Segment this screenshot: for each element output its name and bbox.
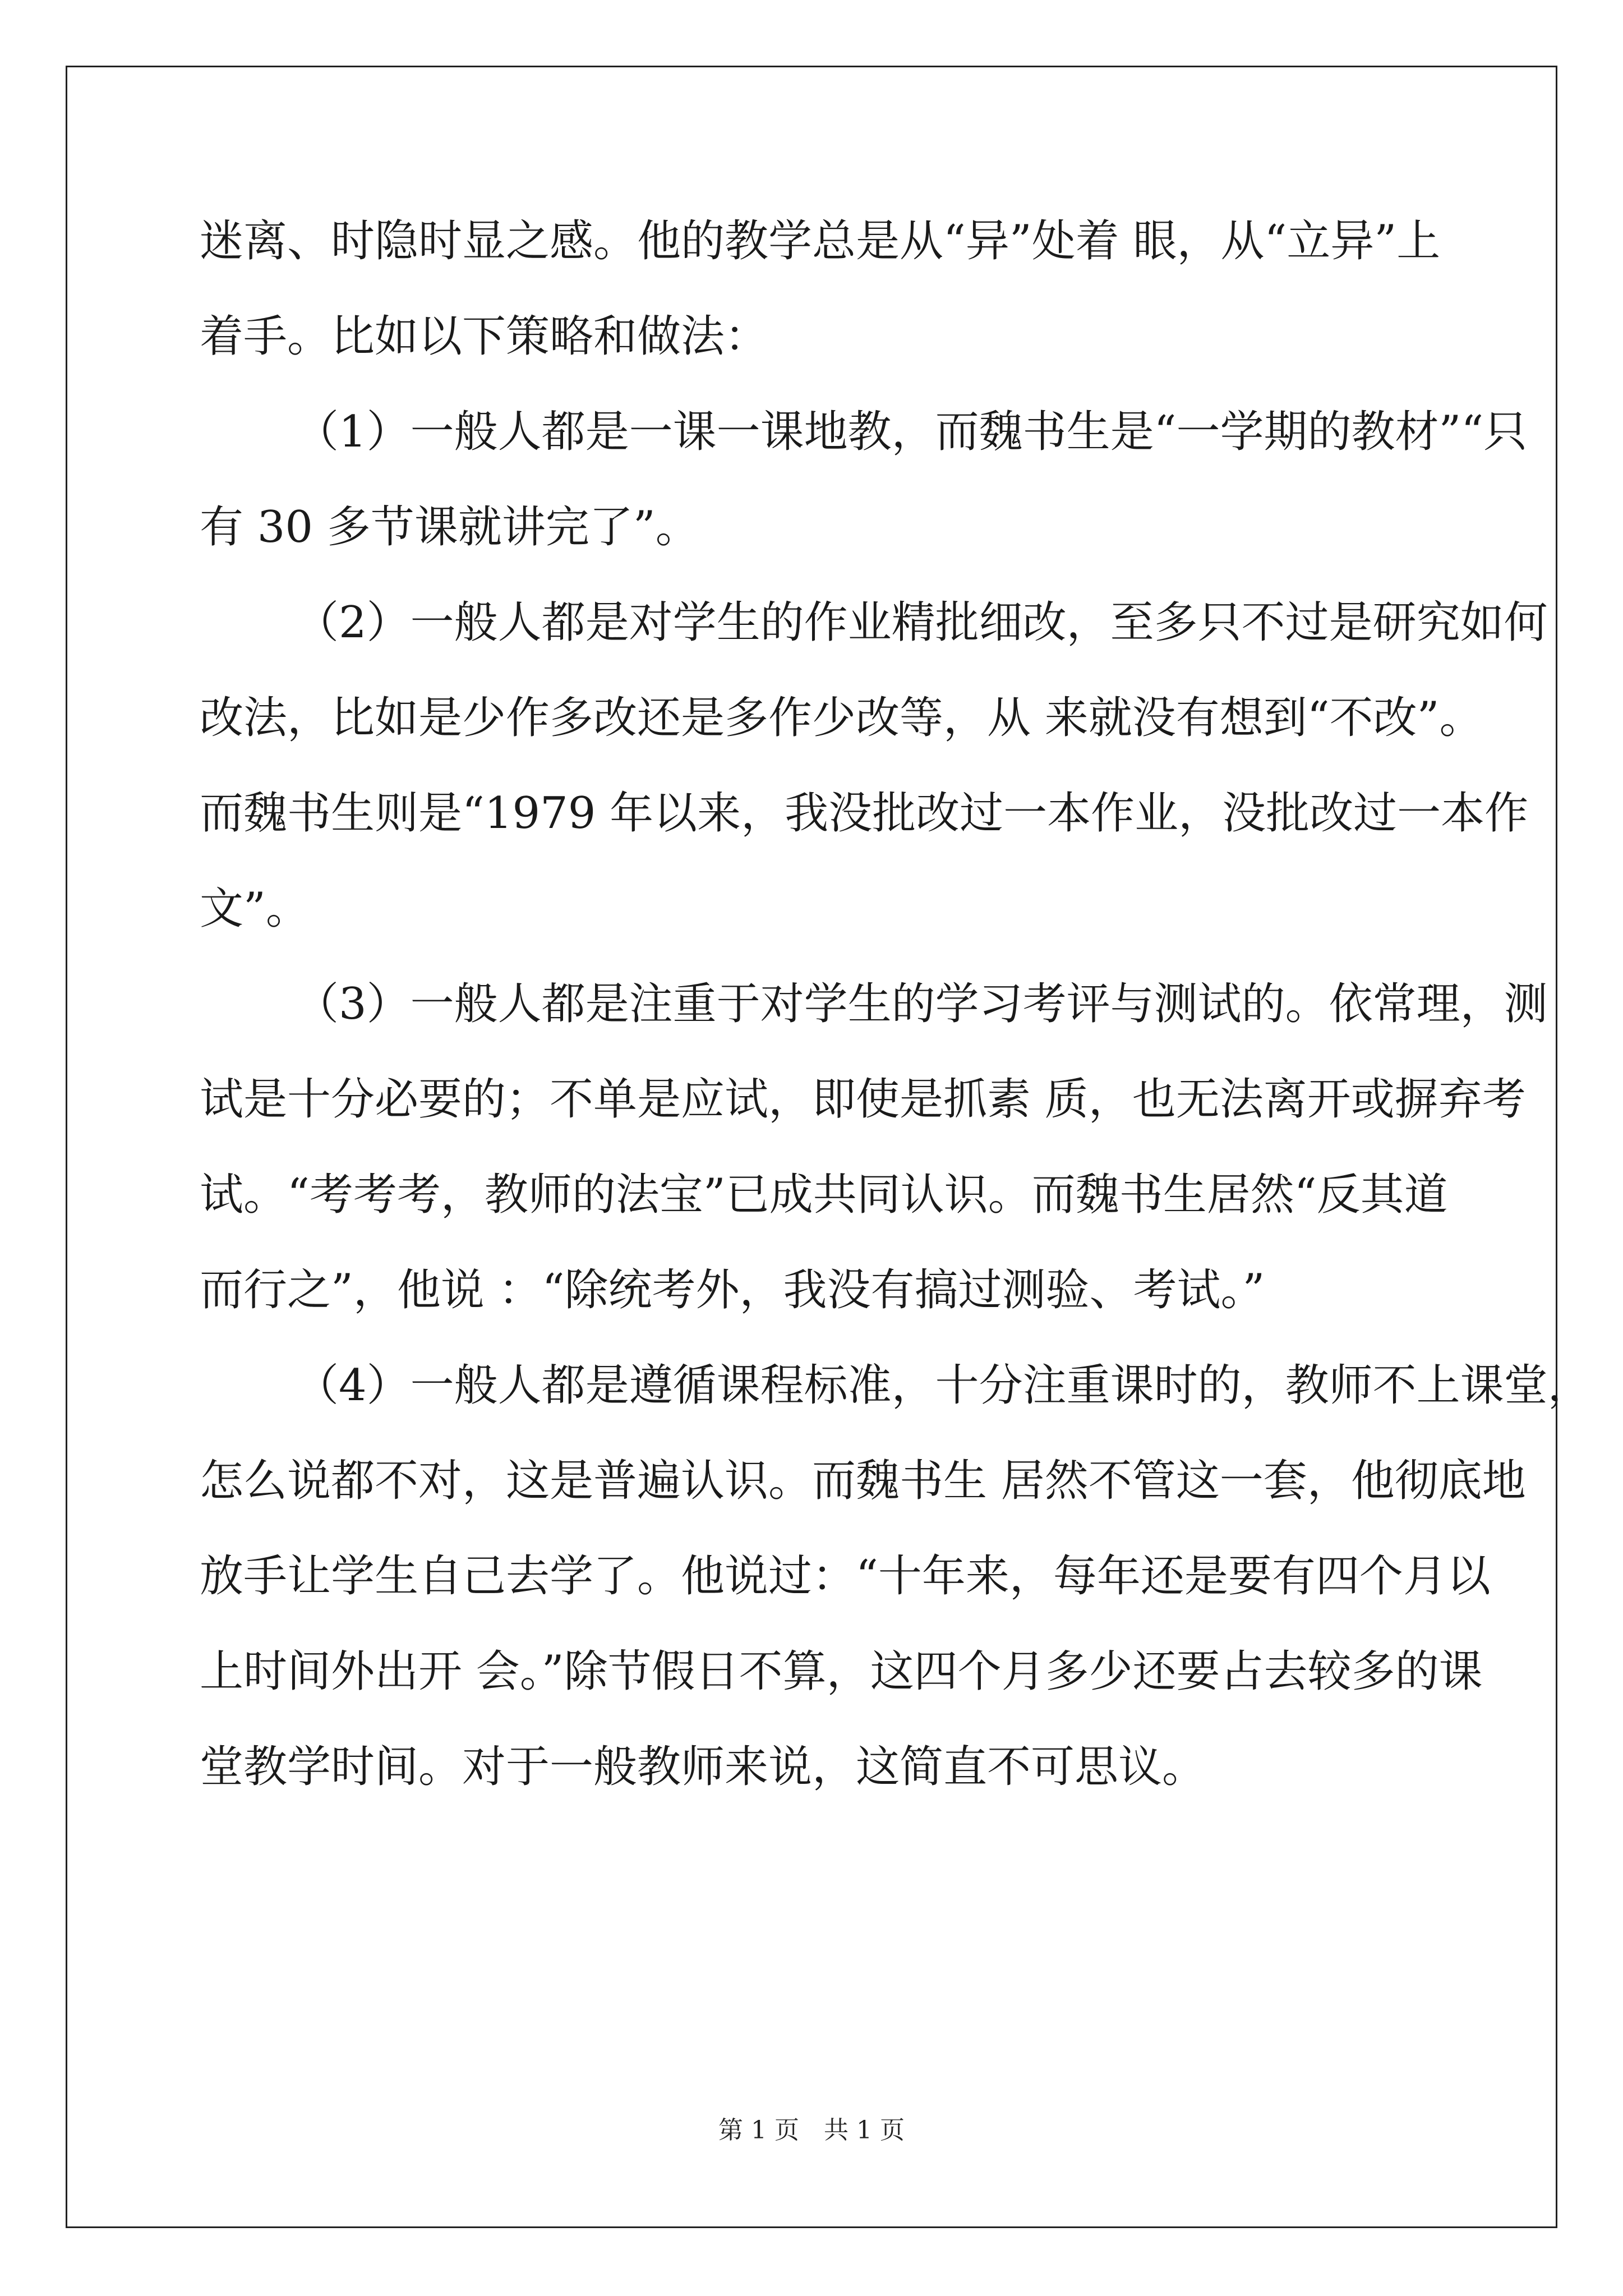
text-line: 试。“考考考，教师的法宝”已成共同认识。而魏书生居然“反其道 <box>200 1170 1448 1220</box>
text-line: 着手。比如以下策略和做法： <box>200 311 769 362</box>
page-footer: 第 1 页 共 1 页 <box>718 2116 905 2145</box>
text-line: 试是十分必要的；不单是应试，即使是抓素 质，也无法离开或摒弃考 <box>200 1074 1526 1125</box>
text-line: （2）一般人都是对学生的作业精批细改，至多只不过是研究如何 <box>295 597 1548 648</box>
text-line: 有 30 多节课就讲完了”。 <box>200 502 699 553</box>
text-line: 上时间外出开 会。”除节假日不算，这四个月多少还要占去较多的课 <box>200 1646 1483 1697</box>
text-line: （1）一般人都是一课一课地教，而魏书生是“一学期的教材”“只 <box>295 407 1528 457</box>
text-line: 而行之”，他说 ：“除统考外，我没有搞过测验、考试。” <box>200 1265 1265 1315</box>
text-line: 怎么说都不对，这是普遍认识。而魏书生 居然不管这一套，他彻底地 <box>200 1456 1526 1506</box>
text-line: 文”。 <box>200 884 310 934</box>
text-line: 堂教学时间。对于一般教师来说，这简直不可思议。 <box>200 1742 1206 1792</box>
text-line: （4）一般人都是遵循课程标准，十分注重课时的，教师不上课堂， <box>295 1360 1592 1411</box>
text-line: 而魏书生则是“1979 年以来，我没批改过一本作业，没批改过一本作 <box>200 788 1529 839</box>
text-line: 迷离、时隐时显之感。他的教学总是从“异”处着 眼，从“立异”上 <box>200 216 1441 266</box>
page-border <box>66 66 1592 2228</box>
text-line: 改法，比如是少作多改还是多作少改等，从 来就没有想到“不改”。 <box>200 693 1483 743</box>
text-line: （3）一般人都是注重于对学生的学习考评与测试的。依常理，测 <box>295 979 1548 1029</box>
text-line: 放手让学生自己去学了。他说过：“十年来，每年还是要有四个月以 <box>200 1551 1491 1602</box>
